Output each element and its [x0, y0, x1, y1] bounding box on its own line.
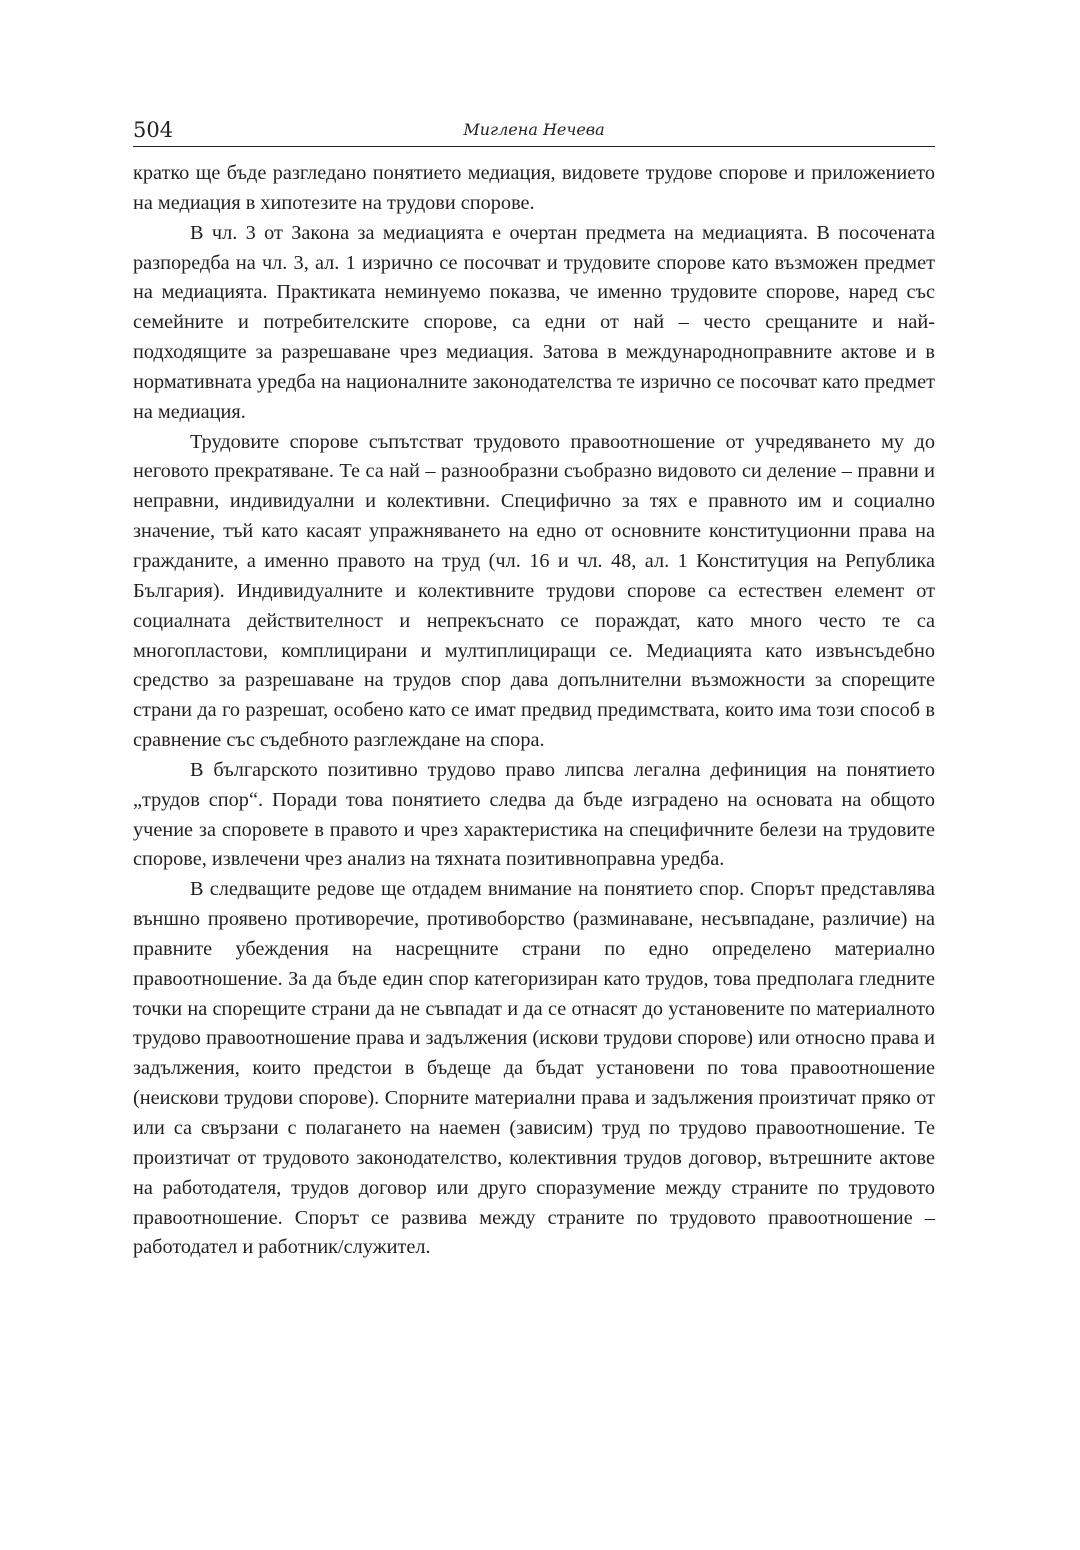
running-title-author: Миглена Нечева — [463, 120, 605, 139]
paragraph: Трудовите спорове съпътстват трудовото правоотношение от учредяването му до неговото прекратяване. Те са най – разнообразни съобразно видовото си деление – правни и неправни, индивидуални и колективни. Специфично за тях е правното им и социално значение, тъй като касаят упражняването на едно от основните конституционни права на гражданите, а именно правото на труд (чл. 16 и чл. 48, ал. 1 Конституция на Република България). Индивидуалните и колективните трудови спорове са естествен елемент от социалната действителност и непрекъснато се пораждат, като много често те са многопластови, комплицирани и мултиплициращи се. Медиацията като извънсъдебно средство за разрешаване на трудов спор дава допълнителни възможности за спорещите страни да го разрешат, особено като се имат предвид предимствата, които има този способ в сравнение със съдебното разглеждане на спора. — [133, 430, 935, 752]
page — [133, 112, 935, 1263]
paragraph: В българското позитивно трудово право липсва легална дефиниция на понятието „трудов спор“. Поради това понятието следва да бъде изградено на основата на общото учение за споровете в правото и чрез характеристика на специфичните белези на трудовите спорове, извлечени чрез анализ на тяхната позитивноправна уредба. — [133, 758, 935, 871]
paragraph: В чл. 3 от Закона за медиацията е очертан предмета на медиацията. В посочената разпоредба на чл. 3, ал. 1 изрично се посочват и трудовите спорове като възможен предмет на медиацията. Практиката неминуемо показва, че именно трудовите спорове, наред със семейните и потребителските спорове, са едни от най – често срещаните и най-подходящите за разрешаване чрез медиация. Затова в международноправните актове и в нормативната уредба на националните законодателства те изрично се посочват като предмет на медиация. — [133, 221, 935, 423]
paragraph-continued: кратко ще бъде разгледано понятието медиация, видовете трудове спорове и приложението на медиация в хипотезите на трудови спорове. — [133, 162, 935, 214]
page-number: 504 — [133, 118, 174, 142]
body-text — [133, 159, 935, 1263]
running-header — [133, 112, 935, 147]
paragraph: В следващите редове ще отдадем внимание на понятието спор. Спорът представлява външно проявено противоречие, противоборство (разминаване, несъвпадане, различие) на правните убеждения на насрещните страни по едно определено материално правоотношение. За да бъде един спор категоризиран като трудов, това предполага гледните точки на спорещите страни да не съвпадат и да се отнасят до установените по материалното трудово правоотношение права и задължения (искови трудови спорове) или относно права и задължения, които предстои в бъдеще да бъдат установени по това правоотношение (неискови трудови спорове). Спорните материални права и задължения произтичат пряко от или са свързани с полагането на наемен (зависим) труд по трудово правоотношение. Те произтичат от трудовото законодателство, колективния трудов договор, вътрешните актове на работодателя, трудов договор или друго споразумение между страните по трудовото правоотношение. Спорът се развива между страните по трудовото правоотношение – работодател и работник/служител. — [133, 878, 935, 1259]
